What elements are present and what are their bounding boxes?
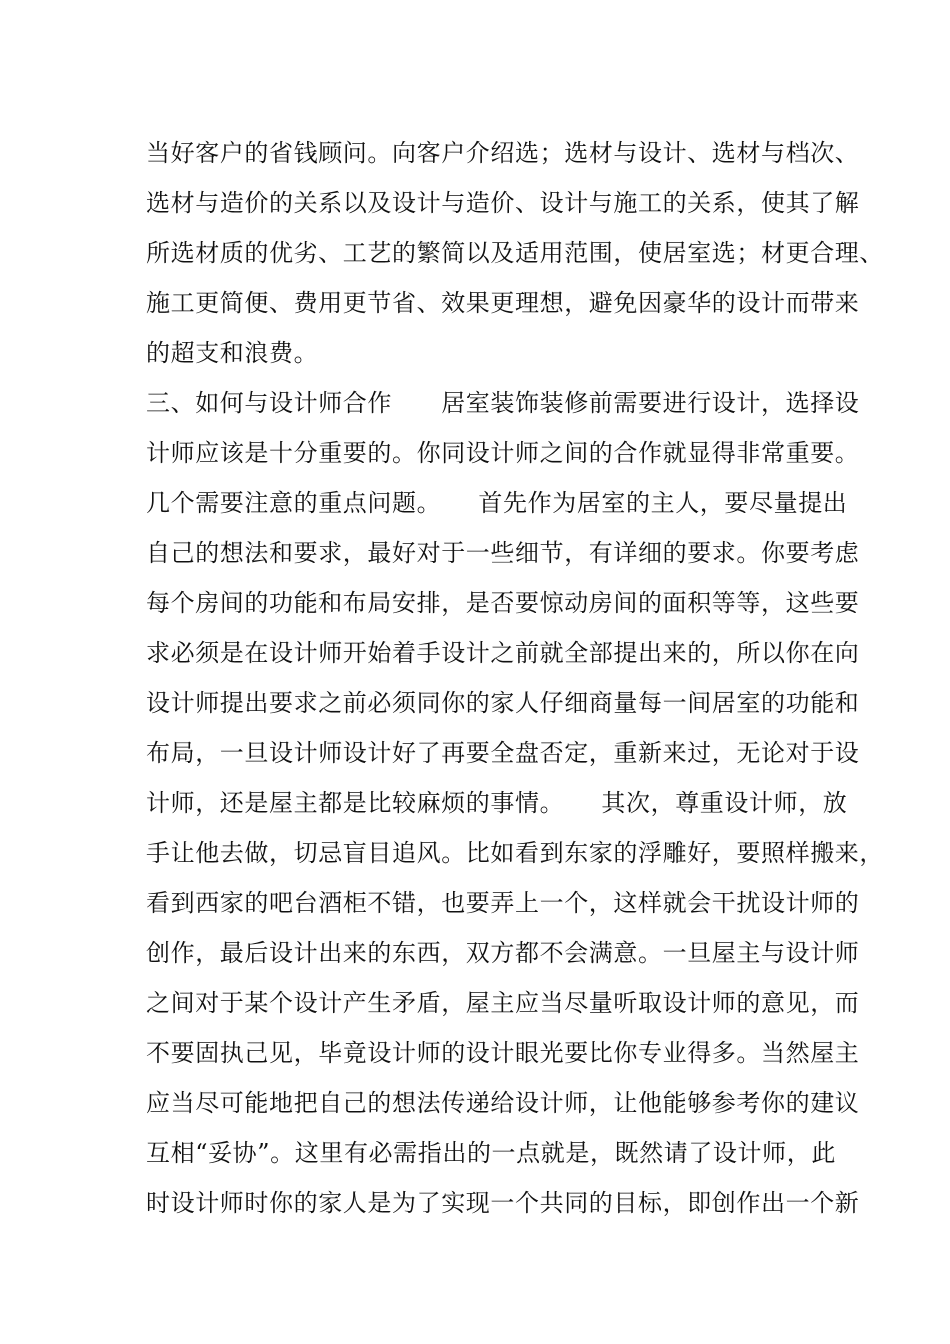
text-line-20: 应当尽可能地把自己的想法传递给设计师，让他能够参考你的建议 [146,1089,860,1117]
text-line-10: 每个房间的功能和布局安排，是否要惊动房间的面积等等，这些要 [146,589,860,617]
text-line-9: 自己的想法和要求，最好对于一些细节，有详细的要求。你要考虑 [146,539,860,567]
text-line-2: 选材与造价的关系以及设计与造价、设计与施工的关系，使其了解 [146,189,860,217]
text-line-22: 时设计师时你的家人是为了实现一个共同的目标，即创作出一个新 [146,1189,860,1217]
text-line-3: 所选材质的优劣、工艺的繁简以及适用范围，使居室选；材更合理、 [146,239,884,267]
text-line-21: 互相“妥协”。这里有必需指出的一点就是，既然请了设计师，此 [146,1139,836,1167]
text-line-5: 的超支和浪费。 [146,339,319,367]
body-text [146,128,884,1228]
text-line-6: 三、如何与设计师合作 居室装饰装修前需要进行设计，选择设 [146,389,860,417]
text-line-11: 求必须是在设计师开始着手设计之前就全部提出来的，所以你在向 [146,639,860,667]
text-line-13: 布局，一旦设计师设计好了再要全盘否定，重新来过，无论对于设 [146,739,860,767]
text-line-8: 几个需要注意的重点问题。 首先作为居室的主人，要尽量提出 [146,489,848,517]
text-line-7: 计师应该是十分重要的。你同设计师之间的合作就显得非常重要。 [146,439,860,467]
text-line-16: 看到西家的吧台酒柜不错，也要弄上一个，这样就会干扰设计师的 [146,889,860,917]
text-line-1: 当好客户的省钱顾问。向客户介绍选；选材与设计、选材与档次、 [146,139,860,167]
text-line-19: 不要固执己见，毕竟设计师的设计眼光要比你专业得多。当然屋主 [146,1039,860,1067]
text-line-12: 设计师提出要求之前必须同你的家人仔细商量每一间居室的功能和 [146,689,860,717]
text-line-17: 创作，最后设计出来的东西，双方都不会满意。一旦屋主与设计师 [146,939,860,967]
text-line-15: 手让他去做，切忌盲目追风。比如看到东家的浮雕好，要照样搬来， [146,839,884,867]
text-line-4: 施工更简便、费用更节省、效果更理想，避免因豪华的设计而带来 [146,289,860,317]
text-line-14: 计师，还是屋主都是比较麻烦的事情。 其次，尊重设计师，放 [146,789,848,817]
text-line-18: 之间对于某个设计产生矛盾，屋主应当尽量听取设计师的意见，而 [146,989,860,1017]
